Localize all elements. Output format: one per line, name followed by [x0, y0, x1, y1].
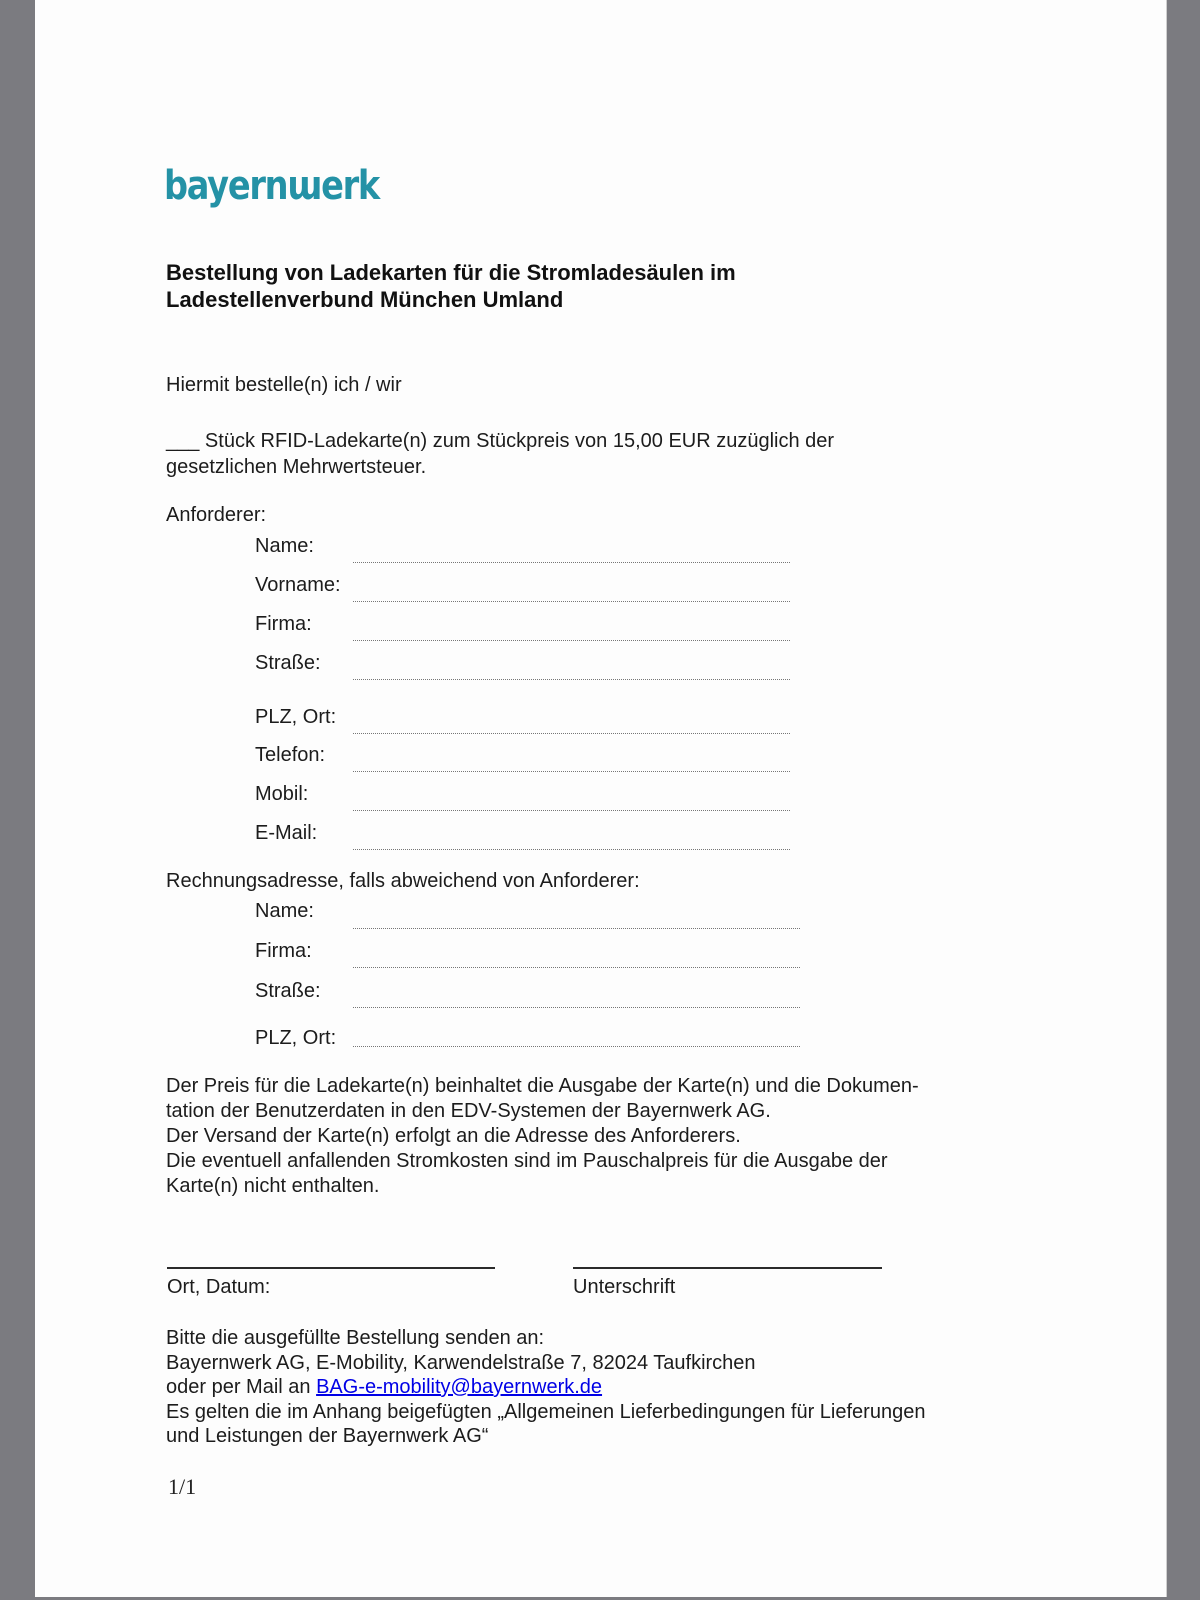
field-input-line[interactable]	[353, 967, 800, 968]
document-page	[35, 0, 1167, 1597]
field-input-line[interactable]	[353, 849, 790, 850]
email-link[interactable]: BAG-e-mobility@bayernwerk.de	[316, 1376, 603, 1398]
field-label: Vorname:	[255, 574, 341, 596]
ort-datum-label: Ort, Datum:	[167, 1276, 271, 1298]
send-instructions-line-3	[166, 1375, 925, 1400]
requester-field-telefon	[255, 744, 895, 778]
unterschrift-label: Unterschrift	[573, 1276, 676, 1298]
order-quantity-text	[166, 428, 834, 480]
field-input-line[interactable]	[353, 601, 790, 602]
field-label: Straße:	[255, 980, 321, 1002]
requester-field-firma	[255, 613, 895, 647]
page-number: 1/1	[168, 1474, 197, 1499]
field-label: E-Mail:	[255, 822, 318, 844]
field-input-line[interactable]	[353, 1007, 800, 1008]
form-title	[166, 259, 736, 313]
send-instructions-line-1: Bitte die ausgefüllte Bestellung senden an:	[166, 1327, 545, 1349]
send-instructions	[166, 1326, 925, 1449]
send-instructions-line-2: Bayernwerk AG, E-Mobility, Karwendelstraße 7, 82024 Taufkirchen	[166, 1351, 756, 1374]
order-quantity-line-1: ___ Stück RFID-Ladekarte(n) zum Stückpreis von 15,00 EUR zuzüglich der	[166, 430, 835, 452]
unterschrift-signature-line	[573, 1267, 882, 1269]
field-label: Straße:	[255, 652, 321, 674]
billing-field-name	[255, 900, 895, 934]
field-label: Firma:	[255, 940, 312, 962]
field-input-line[interactable]	[353, 810, 790, 811]
field-label: Name:	[255, 535, 314, 557]
terms-line: tation der Benutzerdaten in den EDV-Systemen der Bayernwerk AG.	[166, 1100, 771, 1122]
send-instructions-line-5: und Leistungen der Bayernwerk AG“	[166, 1425, 489, 1447]
mail-prefix-text: oder per Mail an	[166, 1376, 317, 1398]
requester-field-vorname	[255, 574, 895, 608]
field-label: Name:	[255, 900, 314, 922]
billing-heading: Rechnungsadresse, falls abweichend von Anforderer:	[166, 870, 640, 892]
requester-field-strasse	[255, 652, 895, 686]
terms-line: Die eventuell anfallenden Stromkosten sind im Pauschalpreis für die Ausgabe der	[166, 1150, 888, 1172]
field-label: PLZ, Ort:	[255, 706, 337, 728]
field-input-line[interactable]	[353, 640, 790, 641]
field-label: Mobil:	[255, 783, 309, 805]
field-input-line[interactable]	[353, 733, 790, 734]
form-title-line-2: Ladestellenverbund München Umland	[166, 287, 564, 312]
field-label: Firma:	[255, 613, 312, 635]
billing-field-plz-ort	[255, 1027, 895, 1061]
requester-field-email	[255, 822, 895, 856]
ort-datum-signature-line	[167, 1267, 495, 1269]
requester-heading: Anforderer:	[166, 504, 267, 526]
form-title-line-1: Bestellung von Ladekarten für die Stromladesäulen im	[166, 260, 736, 285]
field-input-line[interactable]	[353, 928, 800, 929]
field-input-line[interactable]	[353, 679, 790, 680]
field-input-line[interactable]	[353, 562, 790, 563]
requester-field-name	[255, 535, 895, 569]
requester-field-plz-ort	[255, 706, 895, 740]
send-instructions-line-4: Es gelten die im Anhang beigefügten „Allgemeinen Lieferbedingungen für Lieferungen	[166, 1400, 926, 1423]
field-label: PLZ, Ort:	[255, 1027, 337, 1049]
billing-field-strasse	[255, 980, 895, 1014]
terms-line: Der Preis für die Ladekarte(n) beinhaltet die Ausgabe der Karte(n) und die Dokumen-	[166, 1075, 919, 1097]
field-input-line[interactable]	[353, 771, 790, 772]
terms-text	[166, 1074, 919, 1199]
bayernwerk-logo: bayernɯerk	[164, 163, 379, 209]
intro-text: Hiermit bestelle(n) ich / wir	[166, 374, 402, 396]
order-quantity-line-2: gesetzlichen Mehrwertsteuer.	[166, 456, 427, 478]
billing-field-firma	[255, 940, 895, 974]
field-label: Telefon:	[255, 744, 326, 766]
terms-line: Der Versand der Karte(n) erfolgt an die Adresse des Anforderers.	[166, 1125, 741, 1147]
terms-line: Karte(n) nicht enthalten.	[166, 1175, 380, 1197]
field-input-line[interactable]	[353, 1046, 800, 1047]
requester-field-mobil	[255, 783, 895, 817]
